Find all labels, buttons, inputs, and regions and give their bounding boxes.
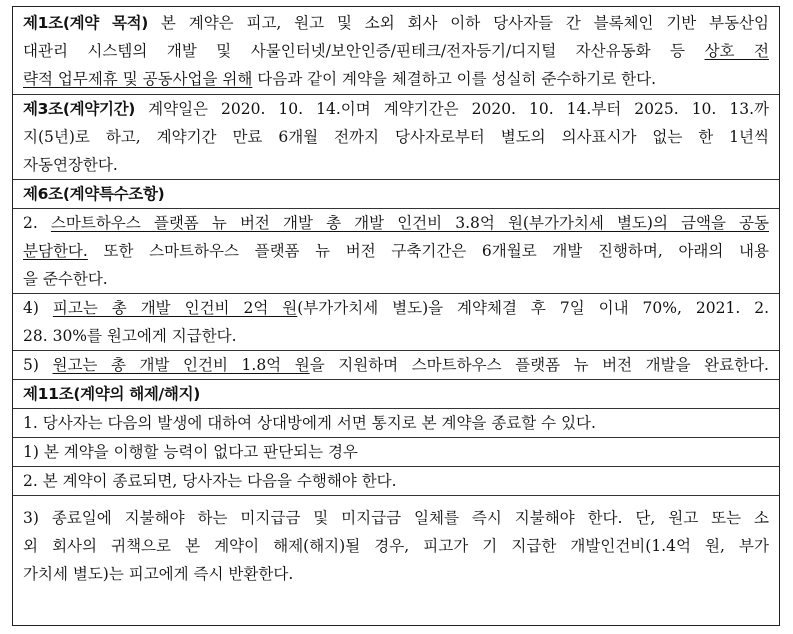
article-11-clause-2-row [13, 466, 779, 494]
article-3-heading: 제3조(계약기간) [23, 100, 136, 118]
article-6-item-4-underlined: 피고는 총 개발 인건비 2억 원 [52, 299, 298, 317]
article-6-item-4-line-2: 28. 30%를 원고에게 지급한다. [23, 327, 237, 345]
article-11-clause-1: 1. 당사자는 다음의 발생에 대하여 상대방에게 서면 통지로 본 계약을 종료할 수 있다. [23, 414, 596, 432]
article-1-underlined-1: 상호 전 [704, 42, 769, 60]
article-3-line-2: 지(5년)로 하고, 계약기간 만료 6개월 전까지 당사자로부터 별도의 의사표시가 없는 한 1년씩 [23, 128, 769, 146]
article-6-item-2-underlined-2: 분담한다. [23, 242, 88, 260]
article-1-underlined-2: 략적 업무제휴 및 공동사업을 위해 [23, 70, 253, 88]
article-3-line-1 [23, 95, 769, 123]
article-11-clause-2-3-line-2: 외 회사의 귀책으로 본 계약이 해제(해지)될 경우, 피고가 기 지급한 개발인건비(1.4억 원, 부가 [23, 537, 769, 555]
article-6-item-2-text-2: 또한 스마트하우스 플랫폼 뉴 버전 구축기간은 6개월로 개발 진행하며, 아래의 내용 [87, 242, 769, 260]
article-1-text-3: 다음과 같이 계약을 체결하고 이를 성실히 준수하기로 한다. [252, 70, 657, 88]
article-6-item-4-line-1 [23, 294, 769, 322]
article-6-heading: 제6조(계약특수조항) [23, 185, 165, 203]
article-1-line-2 [23, 37, 769, 65]
article-6-item-5-row [13, 350, 779, 378]
article-11-clause-2-3-line-1: 3) 종료일에 지불해야 하는 미지급금 및 미지급금 일체를 즉시 지불해야 한다. 단, 원고 또는 소 [23, 509, 769, 527]
article-6-item-5-text-1: 을 지원하며 스마트하우스 플랫폼 뉴 버전 개발을 완료한다. [309, 356, 769, 374]
article-6-item-4-row [13, 293, 779, 349]
article-1-line-1 [23, 9, 769, 37]
article-6-item-5-underlined: 원고는 총 개발 인건비 1.8억 원 [52, 356, 310, 374]
contract-excerpt-table [12, 6, 780, 626]
article-1-text-2: 대관리 시스템의 개발 및 사물인터넷/보안인증/핀테크/전자등기/디지털 자산유동화 등 [23, 42, 705, 60]
article-11-clause-2-3-row [13, 495, 779, 623]
article-3-line-3: 자동연장한다. [23, 156, 118, 174]
article-6-item-2-row [13, 208, 779, 292]
article-11-clause-2: 2. 본 계약이 종료되면, 당사자는 다음을 수행해야 한다. [23, 472, 397, 490]
article-6-item-2-underlined-1: 스마트하우스 플랫폼 뉴 버전 개발 총 개발 인건비 3.8억 원(부가가치세 별도)의 금액을 공동 [50, 214, 769, 232]
article-6-heading-row [13, 179, 779, 207]
article-6-item-4-text-1: (부가가치세 별도)을 계약체결 후 7일 이내 70%, 2021. 2. [297, 299, 769, 317]
article-1-text-1: 본 계약은 피고, 원고 및 소외 회사 이하 당사자들 간 블록체인 기반 부동산임 [148, 14, 769, 32]
article-11-clause-2-3-line-3: 가치세 별도)는 피고에게 즉시 반환한다. [23, 565, 294, 583]
article-6-item-2-line-1 [23, 209, 769, 237]
article-6-item-5-line-1 [23, 351, 769, 379]
article-1-row [13, 9, 779, 93]
article-6-item-4-number: 4) [23, 299, 53, 317]
article-1-heading: 제1조(계약 목적) [23, 14, 149, 32]
article-11-clause-1-1-row [13, 437, 779, 465]
article-1-line-3 [23, 65, 769, 93]
article-6-item-2-line-2 [23, 237, 769, 265]
article-11-clause-1-row [13, 408, 779, 436]
article-11-heading: 제11조(계약의 해제/해지) [23, 385, 201, 403]
article-6-item-2-number: 2. [23, 214, 51, 232]
article-11-heading-row [13, 379, 779, 407]
article-3-text-1: 계약일은 2020. 10. 14.이며 계약기간은 2020. 10. 14.부터 2025. 10. 13.까 [135, 100, 769, 118]
article-6-item-2-line-3: 을 준수한다. [23, 270, 108, 288]
article-3-row [13, 94, 779, 178]
article-6-item-5-number: 5) [23, 356, 53, 374]
article-11-clause-1-1: 1) 본 계약을 이행할 능력이 없다고 판단되는 경우 [23, 443, 358, 461]
